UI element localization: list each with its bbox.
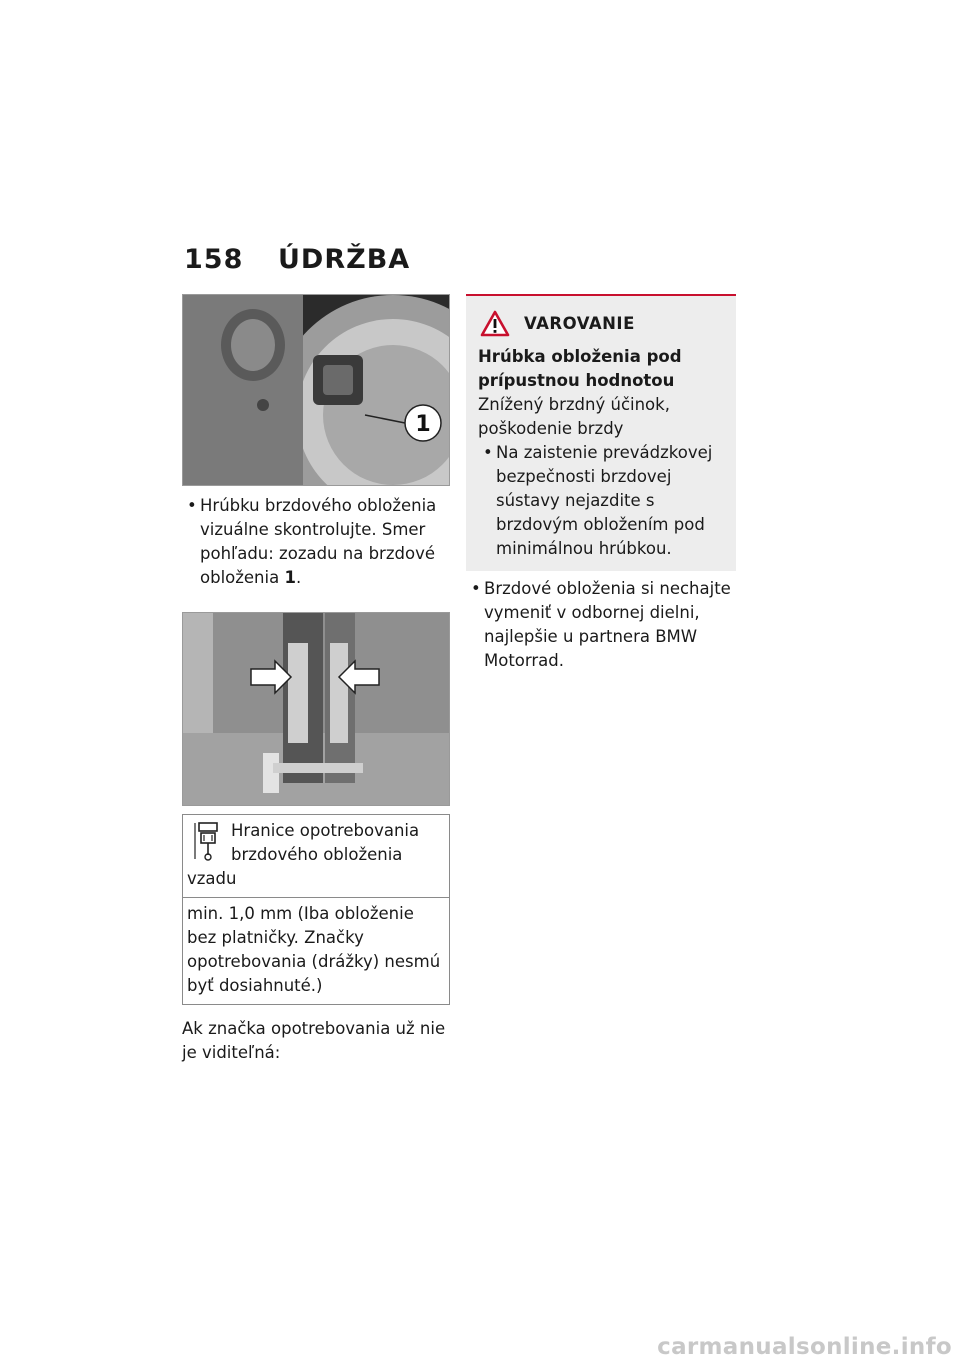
right-column: [466, 294, 736, 673]
left-column: [182, 294, 450, 1065]
spec-table-wear-limit: [182, 814, 450, 1005]
figure-brake-wheel: [182, 294, 450, 486]
bullet-check-pads: • Hrúbku brzdového obloženia vizuálne skontrolujte. Smer pohľadu: zozadu na brzdové obloženia 1.: [187, 496, 437, 587]
bullet-replace-pads: • Brzdové obloženia si nechajte vymeniť v odbornej dielni, najlepšie u partnera BMW Motorrad.: [471, 579, 731, 670]
bullet-check-pads-end: .: [295, 568, 302, 587]
bullet-replace-pads-text: Brzdové obloženia si nechajte vymeniť v odbornej dielni, najlepšie u partnera BMW Motorrad.: [484, 579, 731, 670]
page-header: [184, 244, 410, 275]
brake-pad-wear-icon: [187, 819, 231, 865]
spec-title: Hranice opotrebovania brzdového obloženia vzadu: [187, 821, 420, 888]
warning-subtitle: Hrúbka obloženia pod prípustnou hodnotou: [478, 347, 682, 390]
warning-triangle-icon: [480, 310, 510, 337]
brake-wheel-illustration: [183, 295, 449, 485]
paragraph-wear-mark: Ak značka opotrebovania už nie je viditeľná:: [182, 1019, 446, 1062]
section-title: ÚDRŽBA: [278, 244, 411, 275]
figure-brake-pads: [182, 612, 450, 806]
spec-header: [183, 815, 449, 898]
brake-pads-illustration: [183, 613, 449, 805]
warning-box: [466, 294, 736, 571]
watermark: carmanualsonline.info: [657, 1334, 952, 1360]
warning-bullet-text: Na zaistenie prevádzkovej bezpečnosti brzdovej sústavy nejazdite s brzdovým obložením pod minimálnou hrúbkou.: [496, 443, 713, 558]
callout-1-label: 1: [415, 412, 431, 437]
warning-title-row: [478, 310, 726, 337]
warning-bullet: • Na zaistenie prevádzkovej bezpečnosti brzdovej sústavy nejazdite s brzdovým obložením pod minimálnou hrúbkou.: [483, 443, 713, 558]
warning-consequence: Znížený brzdný účinok, poškodenie brzdy: [478, 395, 670, 438]
warning-title: VAROVANIE: [524, 314, 635, 333]
page-number: 158: [184, 244, 244, 275]
spec-value: min. 1,0 mm (Iba obloženie bez platničky. Značky opotrebovania (drážky) nesmú byť dosiahnuté.): [187, 904, 441, 995]
bullet-check-pads-ref: 1: [284, 568, 296, 587]
bullet-check-pads-text: Hrúbku brzdového obloženia vizuálne skontrolujte. Smer pohľadu: zozadu na brzdové obloženia: [200, 496, 437, 587]
